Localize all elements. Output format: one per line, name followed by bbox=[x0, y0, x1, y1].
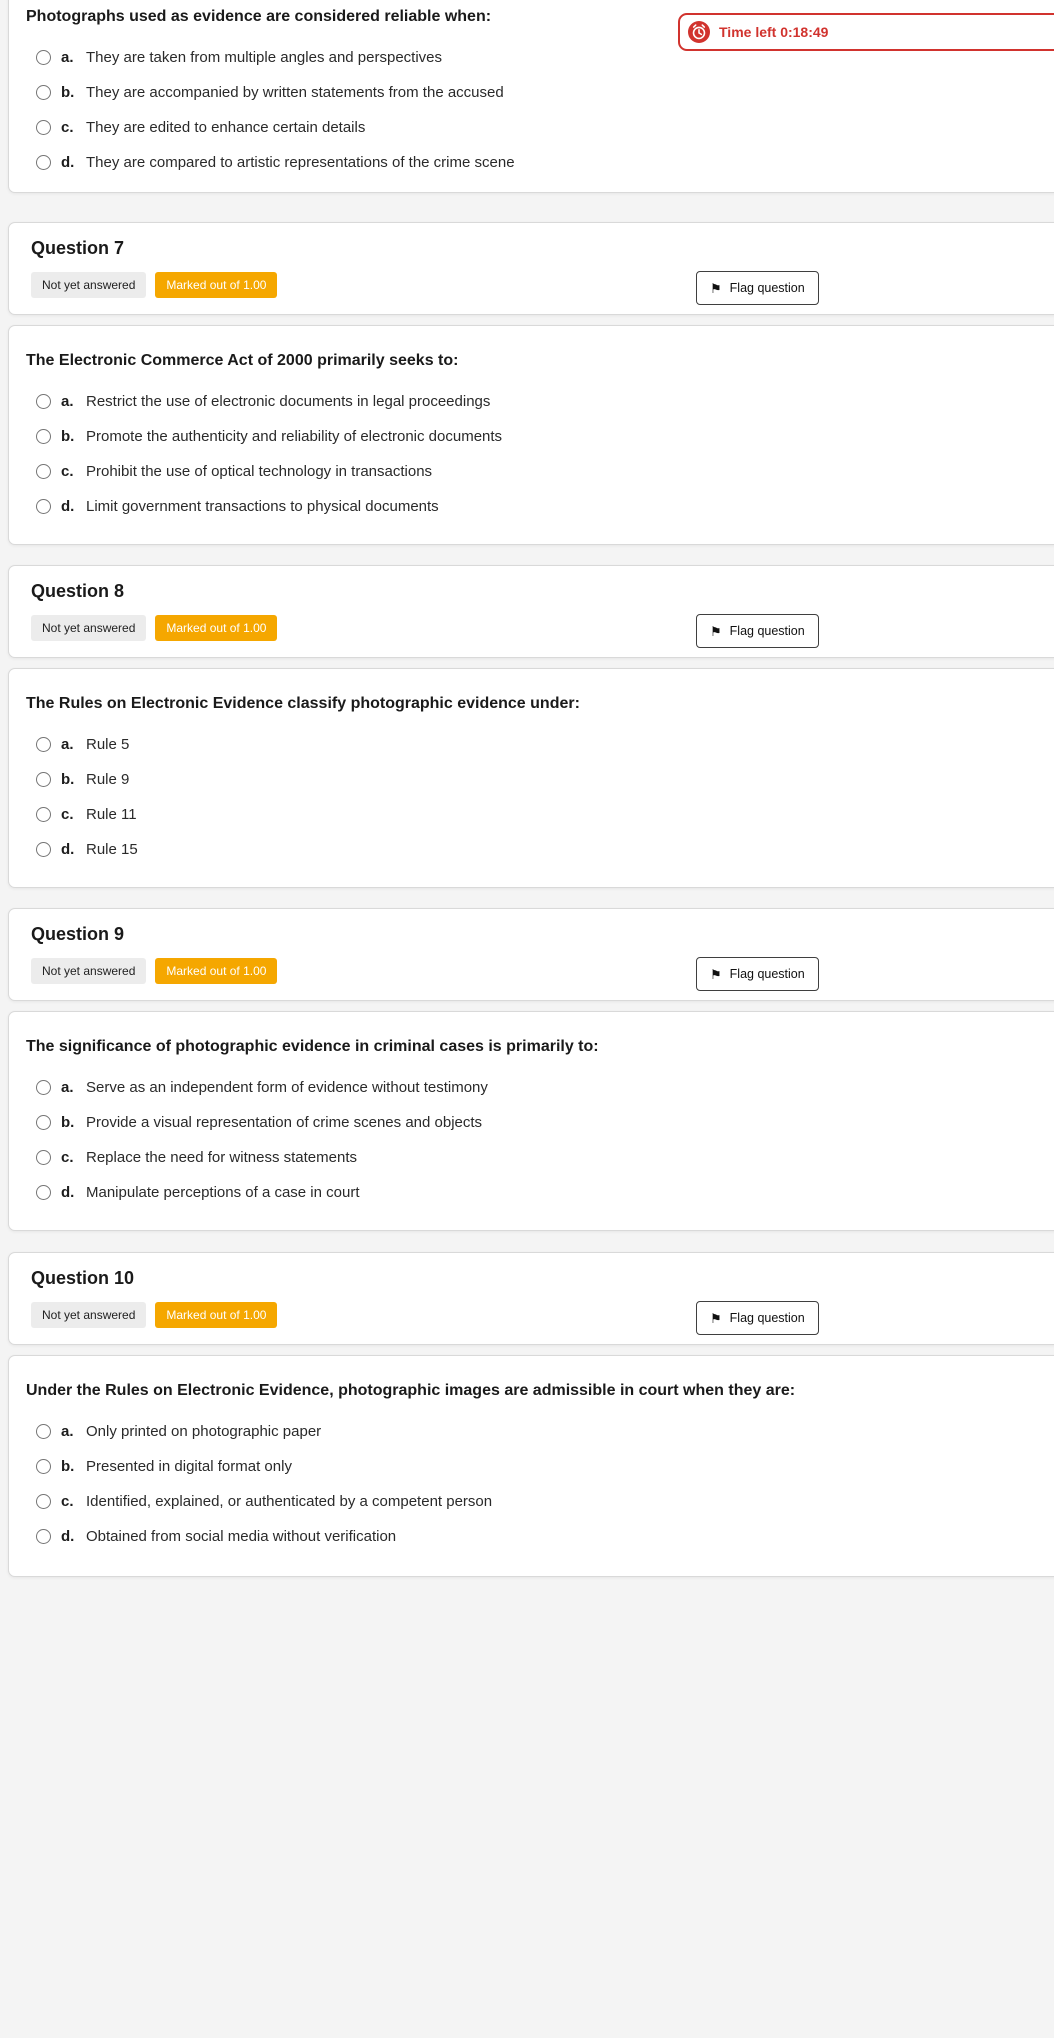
answer-option[interactable] bbox=[36, 1420, 1045, 1442]
option-text: They are edited to enhance certain details bbox=[86, 118, 366, 136]
option-text: Rule 5 bbox=[86, 735, 130, 753]
question-text: Photographs used as evidence are considered reliable when: bbox=[26, 8, 492, 25]
option-text: Serve as an independent form of evidence without testimony bbox=[86, 1078, 488, 1096]
option-letter: d. bbox=[61, 1183, 75, 1201]
question-text: Under the Rules on Electronic Evidence, photographic images are admissible in court when they are: bbox=[26, 1382, 796, 1399]
option-letter: a. bbox=[61, 1422, 74, 1440]
option-letter: b. bbox=[61, 427, 75, 445]
option-text: They are taken from multiple angles and perspectives bbox=[86, 48, 443, 66]
option-text: Only printed on photographic paper bbox=[86, 1422, 322, 1440]
answer-option[interactable] bbox=[36, 838, 1045, 860]
option-letter: a. bbox=[61, 48, 74, 66]
radio-button[interactable] bbox=[36, 1424, 51, 1439]
answer-option[interactable] bbox=[36, 1111, 1045, 1133]
radio-button[interactable] bbox=[36, 155, 51, 170]
flag-icon: ⚑ bbox=[710, 623, 722, 639]
option-text: They are compared to artistic representations of the crime scene bbox=[86, 153, 515, 171]
flag-question-label: Flag question bbox=[729, 624, 805, 638]
question-9-info-card bbox=[8, 908, 1054, 1001]
status-badge: Not yet answered bbox=[31, 615, 146, 641]
question-7-info-card bbox=[8, 222, 1054, 315]
option-text: Replace the need for witness statements bbox=[86, 1148, 357, 1166]
radio-button[interactable] bbox=[36, 807, 51, 822]
option-text: They are accompanied by written statements from the accused bbox=[86, 83, 504, 101]
option-letter: b. bbox=[61, 770, 75, 788]
option-letter: c. bbox=[61, 805, 74, 823]
flag-question-button[interactable] bbox=[696, 1301, 819, 1335]
status-badge: Not yet answered bbox=[31, 958, 146, 984]
flag-question-label: Flag question bbox=[729, 1311, 805, 1325]
flag-question-button[interactable] bbox=[696, 614, 819, 648]
question-number: Question 10 bbox=[31, 1268, 135, 1288]
option-letter: c. bbox=[61, 1148, 74, 1166]
flag-icon: ⚑ bbox=[710, 966, 722, 982]
radio-button[interactable] bbox=[36, 394, 51, 409]
flag-question-button[interactable] bbox=[696, 957, 819, 991]
option-letter: d. bbox=[61, 1527, 75, 1545]
flag-question-label: Flag question bbox=[729, 281, 805, 295]
option-text: Provide a visual representation of crime scenes and objects bbox=[86, 1113, 483, 1131]
radio-button[interactable] bbox=[36, 1529, 51, 1544]
option-letter: b. bbox=[61, 1113, 75, 1131]
radio-button[interactable] bbox=[36, 1459, 51, 1474]
radio-button[interactable] bbox=[36, 85, 51, 100]
question-text: The Rules on Electronic Evidence classify photographic evidence under: bbox=[26, 695, 580, 712]
option-letter: d. bbox=[61, 153, 75, 171]
answer-option[interactable] bbox=[36, 151, 1045, 173]
option-letter: c. bbox=[61, 1492, 74, 1510]
radio-button[interactable] bbox=[36, 1494, 51, 1509]
flag-question-label: Flag question bbox=[729, 967, 805, 981]
answer-option[interactable] bbox=[36, 803, 1045, 825]
answer-option[interactable] bbox=[36, 425, 1045, 447]
answer-option[interactable] bbox=[36, 495, 1045, 517]
radio-button[interactable] bbox=[36, 772, 51, 787]
answer-option[interactable] bbox=[36, 1455, 1045, 1477]
option-text: Rule 15 bbox=[86, 840, 138, 858]
radio-button[interactable] bbox=[36, 842, 51, 857]
answer-option[interactable] bbox=[36, 460, 1045, 482]
radio-button[interactable] bbox=[36, 737, 51, 752]
option-letter: d. bbox=[61, 497, 75, 515]
question-text: The Electronic Commerce Act of 2000 primarily seeks to: bbox=[26, 352, 459, 369]
answer-option[interactable] bbox=[36, 1525, 1045, 1547]
answer-option[interactable] bbox=[36, 390, 1045, 412]
question-number: Question 9 bbox=[31, 924, 125, 944]
answer-option[interactable] bbox=[36, 768, 1045, 790]
option-letter: b. bbox=[61, 1457, 75, 1475]
badge-row bbox=[31, 272, 1054, 298]
flag-icon: ⚑ bbox=[710, 280, 722, 296]
flag-question-button[interactable] bbox=[696, 271, 819, 305]
marks-badge: Marked out of 1.00 bbox=[155, 272, 277, 298]
option-letter: a. bbox=[61, 735, 74, 753]
radio-button[interactable] bbox=[36, 120, 51, 135]
option-letter: c. bbox=[61, 462, 74, 480]
option-text: Rule 11 bbox=[86, 805, 137, 823]
alarm-clock-icon bbox=[688, 21, 710, 43]
question-8-info-card bbox=[8, 565, 1054, 658]
question-number: Question 7 bbox=[31, 238, 125, 258]
option-letter: a. bbox=[61, 1078, 74, 1096]
option-text: Obtained from social media without verification bbox=[86, 1527, 397, 1545]
radio-button[interactable] bbox=[36, 429, 51, 444]
radio-button[interactable] bbox=[36, 1115, 51, 1130]
marks-badge: Marked out of 1.00 bbox=[155, 958, 277, 984]
marks-badge: Marked out of 1.00 bbox=[155, 615, 277, 641]
radio-button[interactable] bbox=[36, 1080, 51, 1095]
option-text: Limit government transactions to physical documents bbox=[86, 497, 439, 515]
option-text: Identified, explained, or authenticated by a competent person bbox=[86, 1492, 493, 1510]
answer-option[interactable] bbox=[36, 1076, 1045, 1098]
status-badge: Not yet answered bbox=[31, 272, 146, 298]
time-left-label: Time left 0:18:49 bbox=[719, 24, 829, 40]
radio-button[interactable] bbox=[36, 464, 51, 479]
quiz-timer bbox=[678, 13, 1054, 51]
question-number: Question 8 bbox=[31, 581, 125, 601]
badge-row bbox=[31, 1302, 1054, 1328]
question-10-body-card bbox=[8, 1355, 1054, 1577]
answer-option[interactable] bbox=[36, 81, 1045, 103]
option-letter: d. bbox=[61, 840, 75, 858]
radio-button[interactable] bbox=[36, 1150, 51, 1165]
flag-icon: ⚑ bbox=[710, 1310, 722, 1326]
question-8-body-card bbox=[8, 668, 1054, 888]
radio-button[interactable] bbox=[36, 50, 51, 65]
status-badge: Not yet answered bbox=[31, 1302, 146, 1328]
question-text: The significance of photographic evidence in criminal cases is primarily to: bbox=[26, 1038, 599, 1055]
badge-row bbox=[31, 615, 1054, 641]
option-text: Restrict the use of electronic documents in legal proceedings bbox=[86, 392, 491, 410]
question-7-body-card bbox=[8, 325, 1054, 545]
option-letter: a. bbox=[61, 392, 74, 410]
option-text: Promote the authenticity and reliability of electronic documents bbox=[86, 427, 503, 445]
answer-option[interactable] bbox=[36, 116, 1045, 138]
marks-badge: Marked out of 1.00 bbox=[155, 1302, 277, 1328]
question-10-info-card bbox=[8, 1252, 1054, 1345]
answer-option[interactable] bbox=[36, 1181, 1045, 1203]
radio-button[interactable] bbox=[36, 499, 51, 514]
option-text: Presented in digital format only bbox=[86, 1457, 292, 1475]
option-letter: b. bbox=[61, 83, 75, 101]
answer-option[interactable] bbox=[36, 1490, 1045, 1512]
badge-row bbox=[31, 958, 1054, 984]
question-9-body-card bbox=[8, 1011, 1054, 1231]
option-text: Rule 9 bbox=[86, 770, 130, 788]
option-letter: c. bbox=[61, 118, 74, 136]
radio-button[interactable] bbox=[36, 1185, 51, 1200]
answer-option[interactable] bbox=[36, 1146, 1045, 1168]
answer-option[interactable] bbox=[36, 733, 1045, 755]
option-text: Manipulate perceptions of a case in court bbox=[86, 1183, 360, 1201]
option-text: Prohibit the use of optical technology in transactions bbox=[86, 462, 433, 480]
